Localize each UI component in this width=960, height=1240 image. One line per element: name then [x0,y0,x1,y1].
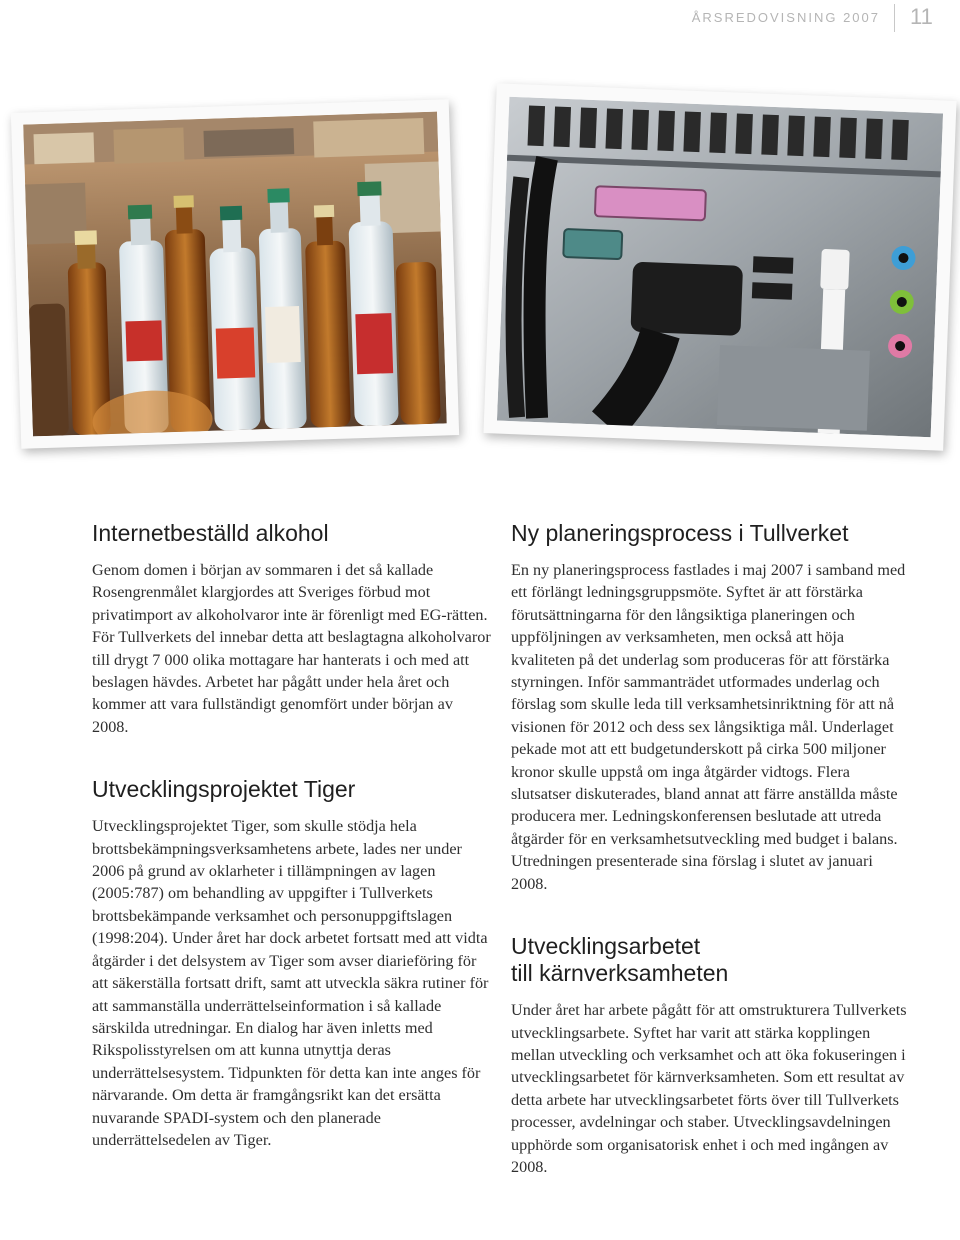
paragraph-internet-alcohol: Genom domen i början av sommaren i det så kallade Rosengrenmålet klargjordes att Sveriges förbud mot privatimport av alkoholvaror inte är förenligt med EG-rätten. För Tullverkets del innebar detta att beslagtagna alkoholvaror till drygt 7 000 olika mottagare har hanterats i och med att beslagen hävdes. Arbetet har pågått under hela året och kommer att vara fullständigt genomfört under början av 2008. [92,561,491,736]
paragraph-tiger: Utvecklingsprojektet Tiger, som skulle stödja hela brottsbekämpningsverksamhetens arbete, lades ner under 2006 på grund av oklarheter i tillämpningen av lagen (2005:787) om behandling av uppgifter i Tullverkets brottsbekämpande verksamhet och personuppgiftslagen (1998:204). Under året har dock arbetet fortsatt med att vidta åtgärder i det delsystem av Tiger som avser diarieföring för att säkerställa fortsatt drift, samt att utveckla säkra rutiner för att sammanställa underrättelseinformation i så kallade särskilda utredningar. En dialog har även inletts med Rikspolisstyrelsen om att kunna utnyttja deras underrättelsesystem. Tidpunkten för detta kan inte anges för närvarande. Om detta är framgångsrikt kan det ersätta nuvarande SPADI-system och den planerade underrättelsedelen av Tiger. [92,817,489,1149]
paragraph-planning: En ny planeringsprocess fastlades i maj 2007 i samband med ett förlängt ledningsgruppsmöte. Syftet är att förstärka förutsättningarna för den långsiktiga planeringen och uppföljningen av verksamheten, men också att höja kvaliteten på det underlag som produceras för att förstärka styrningen. Inför sammanträdet utformades underlag och förslag som skulle leda till verksamhetsinriktning för att nå visionen för 2012 och dess sex långsiktiga mål. Underlaget pekade mot att ett budgetunderskott på cirka 500 miljoner kronor skulle uppstå om inga åtgärder vidtogs. Flera slutsatser diskuterades, bland annat att färre anställda måste producera mer. Ledningskonferensen beslutade att utreda åtgärder för en verksamhetsutveckling med budget i balans. Utredningen presenterade sina förslag i slutet av januari 2008. [511,561,906,893]
heading-core-line2: till kärnverksamheten [511,960,729,987]
heading-core-line1: Utvecklingsarbetet [511,933,701,960]
heading-internet-alcohol: Internetbeställd alkohol [92,520,329,546]
left-column [92,520,492,1151]
computer-ports-illustration [497,97,943,437]
paragraph-core: Under året har arbete pågått för att omstrukturera Tullverkets utvecklingsarbete. Syftet har varit att stärka kopplingen mellan utveckling och verksamhet och att öka fokuseringen i utvecklingsarbetet för kärnverksamheten. Som ett resultat av detta arbete har utvecklingsarbetet förts över till Tullverkets processer, avdelningar och staber. Utvecklingsavdelningen upphörde som organisatorisk enhet i och med ingången av 2008. [511,1001,907,1176]
heading-tiger: Utvecklingsprojektet Tiger [92,776,356,803]
running-title: ÅRSREDOVISNING 2007 [691,10,880,25]
computer-ports-photo [483,83,956,450]
page-number: 11 [910,4,933,29]
bottles-photo [11,99,459,449]
right-column [511,520,911,1178]
bottles-illustration [23,112,447,437]
header-divider [894,4,895,32]
heading-planning: Ny planeringsprocess i Tullverket [511,520,849,546]
heading-core [511,933,911,987]
